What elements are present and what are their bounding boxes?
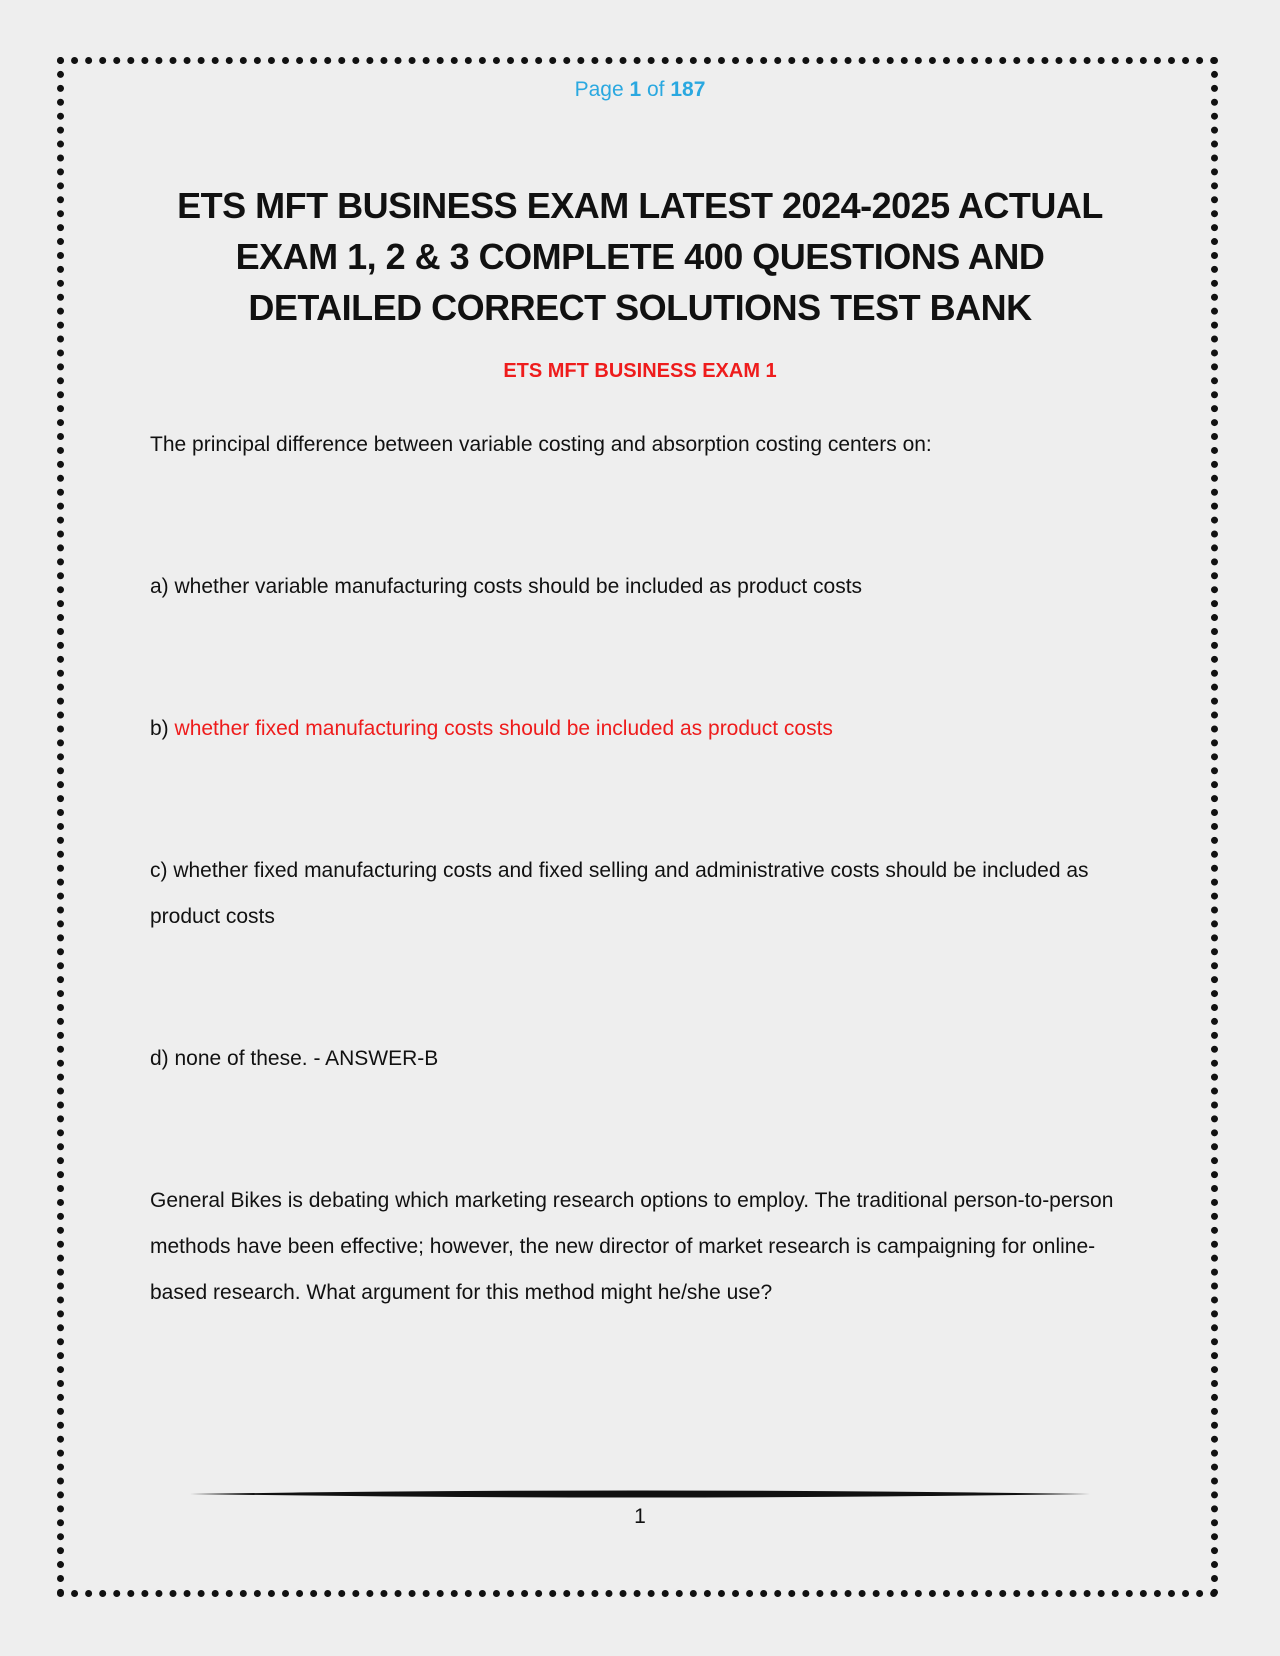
- page-counter-prefix: Page: [574, 78, 624, 101]
- question-1-option-b: [150, 706, 1130, 752]
- question-1-option-a: a) whether variable manufacturing costs should be included as product costs: [150, 575, 863, 598]
- option-b-correct-answer: whether fixed manufacturing costs should be included as product costs: [174, 717, 833, 740]
- question-1-prompt: The principal difference between variable costing and absorption costing centers on:: [150, 433, 932, 456]
- section-heading: ETS MFT BUSINESS EXAM 1: [503, 360, 777, 382]
- page-counter: [0, 78, 1280, 102]
- page-counter-current: 1: [629, 78, 642, 101]
- question-2-prompt: General Bikes is debating which marketing research options to employ. The traditional person-to-person methods have been effective; however, the new director of market research is campaigning for online-based research. What argument for this method might he/she use?: [150, 1189, 1114, 1304]
- document-title: ETS MFT BUSINESS EXAM LATEST 2024-2025 ACTUAL EXAM 1, 2 & 3 COMPLETE 400 QUESTIONS AND DETAILED CORRECT SOLUTIONS TEST BANK: [177, 185, 1103, 328]
- question-1-option-d: d) none of these. - ANSWER-B: [150, 1047, 439, 1070]
- page-counter-of: of: [647, 78, 665, 101]
- page-counter-total: 187: [670, 78, 706, 101]
- footer-page-number: 1: [634, 1505, 646, 1528]
- footer-divider: [190, 1487, 1090, 1501]
- question-1-option-c: c) whether fixed manufacturing costs and fixed selling and administrative costs should be included as product costs: [150, 859, 1089, 928]
- option-b-prefix: b): [150, 717, 169, 740]
